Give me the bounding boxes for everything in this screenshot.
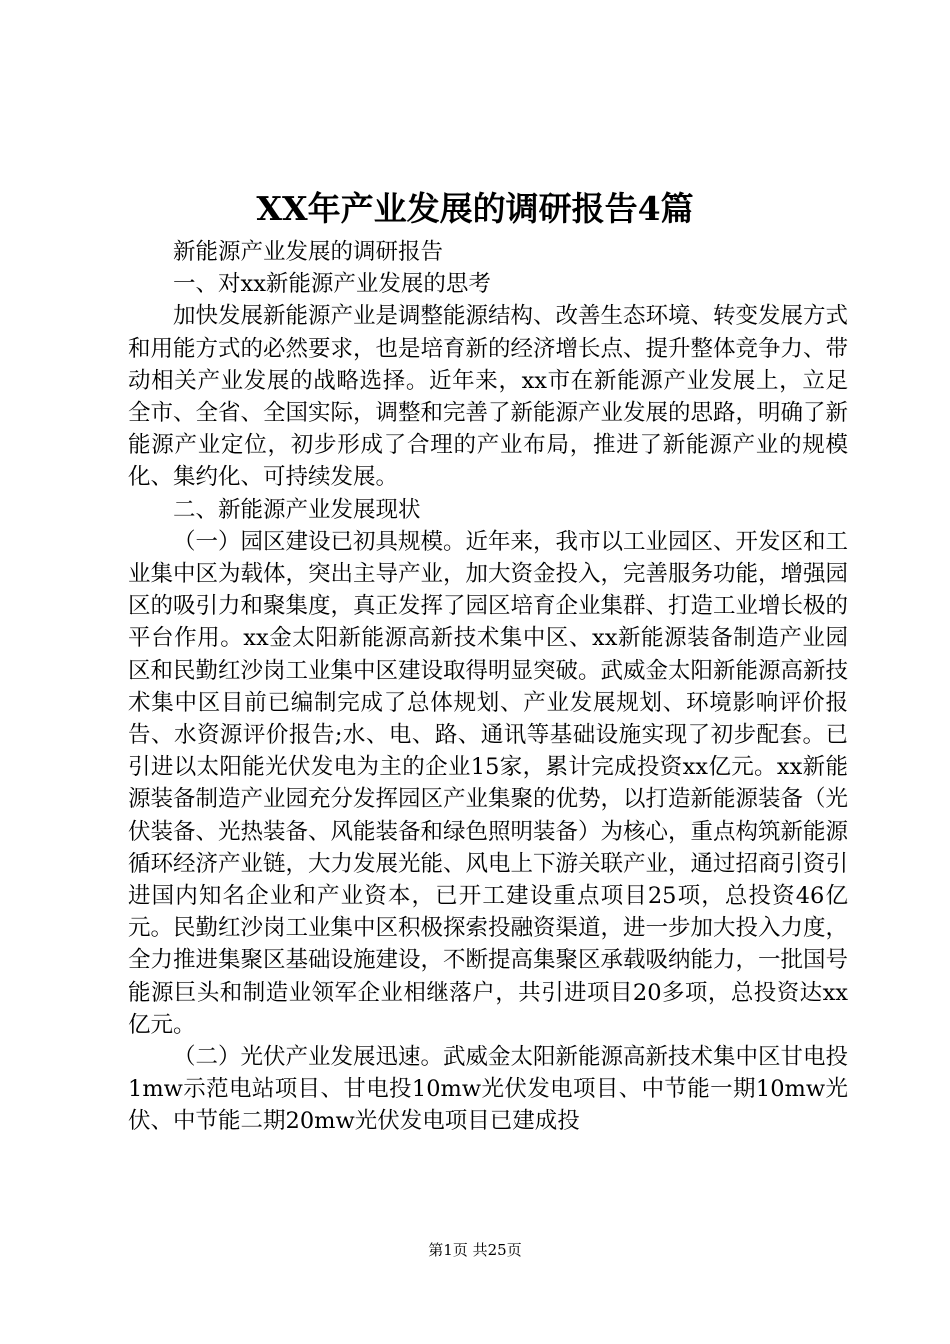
paragraph-park-construction: （一）园区建设已初具规模。近年来，我市以工业园区、开发区和工业集中区为载体，突出主导产业，加大资金投入，完善服务功能，增强园区的吸引力和聚集度，真正发挥了园区培育企业集群、打造工业增长极的平台作用。xx金太阳新能源高新技术集中区、xx新能源装备制造产业园区和民勤红沙岗工业集中区建设取得明显突破。武威金太阳新能源高新技术集中区目前已编制完成了总体规划、产业发展规划、环境影响评价报告、水资源评价报告;水、电、路、通讯等基础设施实现了初步配套。已引进以太阳能光伏发电为主的企业15家，累计完成投资xx亿元。xx新能源装备制造产业园充分发挥园区产业集聚的优势，以打造新能源装备（光伏装备、光热装备、风能装备和绿色照明装备）为核心，重点构筑新能源循环经济产业链，大力发展光能、风电上下游关联产业，通过招商引资引进国内知名企业和产业资本，已开工建设重点项目25项，总投资46亿元。民勤红沙岗工业集中区积极探索投融资渠道，进一步加大投入力度，全力推进集聚区基础设施建设，不断提高集聚区承载吸纳能力，一批国号能源巨头和制造业领军企业相继落户，共引进项目20多项，总投资达xx亿元。 [128,528,849,1038]
paragraph-section-two-heading: 二、新能源产业发展现状 [173,496,421,523]
document-body [128,236,848,1138]
paragraph-photovoltaic: （二）光伏产业发展迅速。武威金太阳新能源高新技术集中区甘电投1mw示范电站项目、甘电投10mw光伏发电项目、中节能一期10mw光伏、中节能二期20mw光伏发电项目已建成投 [128,1044,849,1135]
paragraph-thoughts: 加快发展新能源产业是调整能源结构、改善生态环境、转变发展方式和用能方式的必然要求，也是培育新的经济增长点、提升整体竞争力、带动相关产业发展的战略选择。近年来，xx市在新能源产业发展上，立足全市、全省、全国实际，调整和完善了新能源产业发展的思路，明确了新能源产业定位，初步形成了合理的产业布局，推进了新能源产业的规模化、集约化、可持续发展。 [128,303,849,491]
document-title: XX年产业发展的调研报告4篇 [256,189,694,228]
paragraph-subtitle: 新能源产业发展的调研报告 [173,239,444,265]
page-number-footer: 第1页 共25页 [428,1241,522,1259]
paragraph-section-one-heading: 一、对xx新能源产业发展的思考 [173,271,491,298]
